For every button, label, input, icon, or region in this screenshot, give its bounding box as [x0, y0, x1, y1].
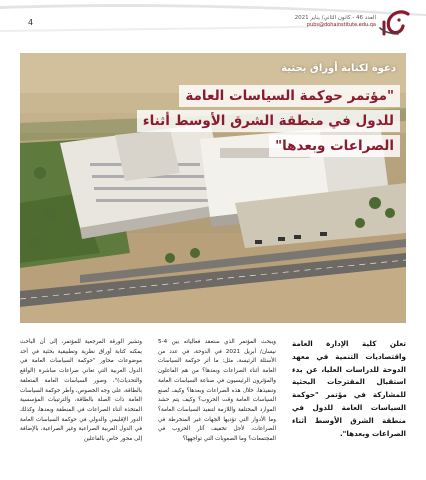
page-number: 4	[28, 18, 34, 27]
title-line-1: "مؤتمر حوكمة السياسات العامة	[179, 85, 400, 107]
issue-info	[295, 14, 376, 29]
page-header	[0, 0, 426, 40]
lead-paragraph: تعلن كلية الإدارة العامة واقتصاديات التنمية في معهد الدوحة للدراسات العليا، عن بدء استقبال المقترحات البحثية للمشاركة في مؤتمر "حوكمة السياسات العامة للدول في منطقة الشرق الأوسط أثناء الصراعات وبعدها".	[292, 339, 406, 438]
hikama-logo-icon	[378, 8, 412, 38]
issue-line: العدد 46 - كانون الثاني/ يناير 2021	[294, 15, 376, 21]
article-title	[100, 85, 400, 160]
hero-campus-photo	[20, 53, 406, 323]
hero-kicker: دعوة لكتابة أوراق بحثية	[281, 63, 396, 74]
body-column-middle: ويبحث المؤتمر الذي ستعقد فعالياته بين 4-5 نيسان/ أبريل 2021 في الدوحة، في عدد من الأسئلة الرئيسة، مثل: ما أثر حوكمة السياسات العامة أثناء الصراعات وبعدها؟ من هم الفاعلون والمؤثرون الرئيسيون في صناعة السياسات العامة وتنفيذها، خلال هذه الصراعات وبعدها؟ وكيف تُصنع السياسات العامة وقت الحروب؟ وكيف يتم حشد الموارد المختلفة واللازمة لتنفيذ السياسات العامة؟ وما الأدوار التي تؤديها الجهات غير المنخرطة في الصراعات، لأجل تخفيف آثار الحروب في المجتمعات؟ وما الصعوبات التي تواجهها؟	[158, 339, 276, 443]
article-body	[20, 338, 406, 473]
title-line-3: الصراعات وبعدها"	[269, 135, 400, 157]
body-column-left: وتشير الورقة المرجعية للمؤتمر، إلى أن الباحث يمكنه كتابة أوراق نظرية وتطبيقية بحثية في أحد موضوعات محاور "حوكمة السياسات العامة في الدول العربية التي تعاني صراعات مباشرة (الواقع والتحديات)"، وصور السياسات العامة المتعلقة بالطاقة، على وجه الخصوص، وأطر حوكمة السياسات العامة ذات الصلة بالطاقة، والترتيبات المؤسسية المتخذة أثناء الصراعات في المنطقة وبعدها، وكذلك الدور الإقليمي والدولي في حوكمة السياسات العامة في الدول العربية الصراعية وغير الصراعية، بالإضافة إلى محور خاص بالفاعلين	[20, 339, 142, 443]
contact-email[interactable]: pubs@dohainstitute.edu.qa	[306, 22, 376, 28]
title-line-2: للدول في منطقة الشرق الأوسط أثناء	[137, 110, 400, 132]
